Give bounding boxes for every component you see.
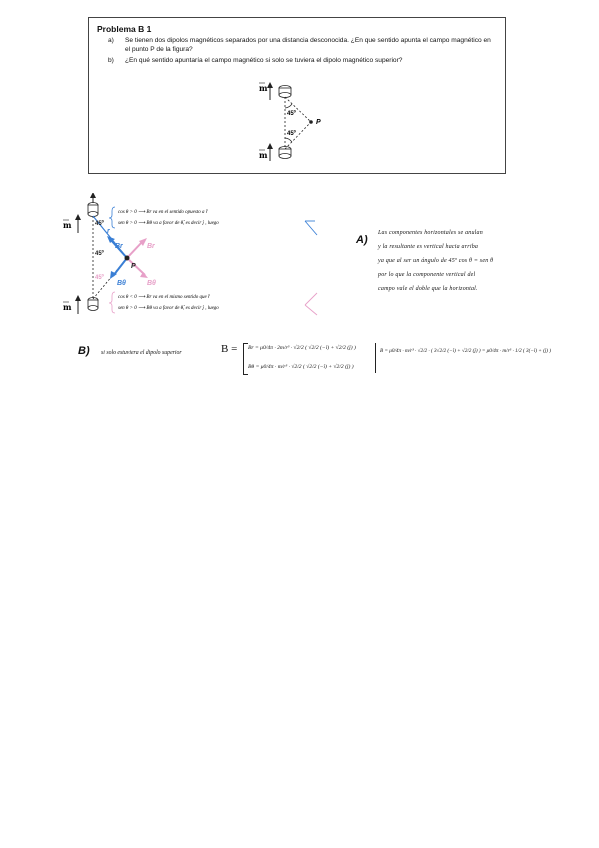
answer-a-line: campo vale el doble que la horizontal. (378, 286, 478, 292)
answer-a-line: Las componentes horizontales se anulan (378, 230, 483, 236)
sol-br-label: Br (115, 243, 123, 250)
answer-b-intro: si solo estuviera el dipolo superior (101, 350, 182, 356)
sol-btheta-label: Bθ (117, 280, 126, 287)
part-a-letter: a) (108, 37, 114, 44)
solution-figure (55, 193, 355, 328)
btheta-formula: Bθ = μ0/4π · m/r³ · √2/2 ( √2/2 (−î) + √2/2 (ĵ) ) (248, 364, 354, 370)
part-b-letter: b) (108, 57, 114, 64)
lower-m-label: m (259, 150, 268, 160)
sol-angle-bottom: 45º (95, 275, 104, 281)
part-b-question: ¿En qué sentido apuntaría el campo magnético si solo se tuviera el dipolo magnético superior? (125, 57, 403, 64)
answer-a-letter: A) (356, 234, 368, 246)
sol-r-label: r (107, 228, 110, 235)
sol-point-p: P (131, 263, 136, 270)
lower-angle-label: 45º (287, 131, 296, 137)
answer-a-text (378, 226, 518, 296)
upper-m-label: m (259, 83, 268, 93)
answer-a-line: y la resultante es vertical hacia arriba (378, 244, 479, 250)
b-vector-symbol: B = (221, 343, 238, 355)
formula-divider (375, 343, 376, 373)
answer-a-line: ya que al ser un ángulo de 45º cos θ = sen θ (378, 258, 494, 264)
pink-note-2: sen θ > 0 ⟶ Bθ va a favor de θ̂, es decir ĵ , luego (118, 306, 219, 311)
br-formula: Br = μ0/4π · 2m/r³ · √2/2 ( √2/2 (−î) + √2/2 (ĵ) ) (248, 345, 356, 351)
answer-a-line: por lo que la componente vertical del (378, 272, 476, 278)
answer-b-letter: B) (78, 345, 90, 357)
blue-note-2: sen θ > 0 ⟶ Bθ va a favor de θ̂, es decir ĵ , luego (118, 221, 219, 226)
upper-angle-label: 45º (287, 111, 296, 117)
pink-note-1: cos θ < 0 ⟶ Br va en el mismo sentido que r̂ (118, 295, 210, 300)
problem-title: Problema B 1 (97, 24, 152, 34)
blue-note-1: cos θ > 0 ⟶ Br va en el sentido opuesto a r̂ (118, 210, 208, 215)
part-a-question: Se tienen dos dipolos magnéticos separados por una distancia desconocida. ¿En que sentido apunta el campo magnético en el punto P de la figura? (125, 37, 491, 53)
problem-statement-box (88, 17, 506, 174)
sol-lower-m-label: m (63, 302, 72, 312)
sol-angle-top: 45º (95, 221, 104, 227)
point-p-label: P (316, 119, 321, 126)
dipole-figure (89, 18, 507, 175)
total-b-formula: B = μ0/4π · m/r³ · √2/2 · ( 3√2/2 (−î) + √2/2 (ĵ) ) = μ0/4π · m/r³ · 1/2 ( 3(−î) + (ĵ) ) (380, 348, 552, 354)
sol-br-lower-label: Br (147, 243, 155, 250)
sol-angle-mid: 45º (95, 251, 104, 257)
sol-upper-m-label: m (63, 220, 72, 230)
sol-btheta-lower-label: Bθ (147, 280, 156, 287)
